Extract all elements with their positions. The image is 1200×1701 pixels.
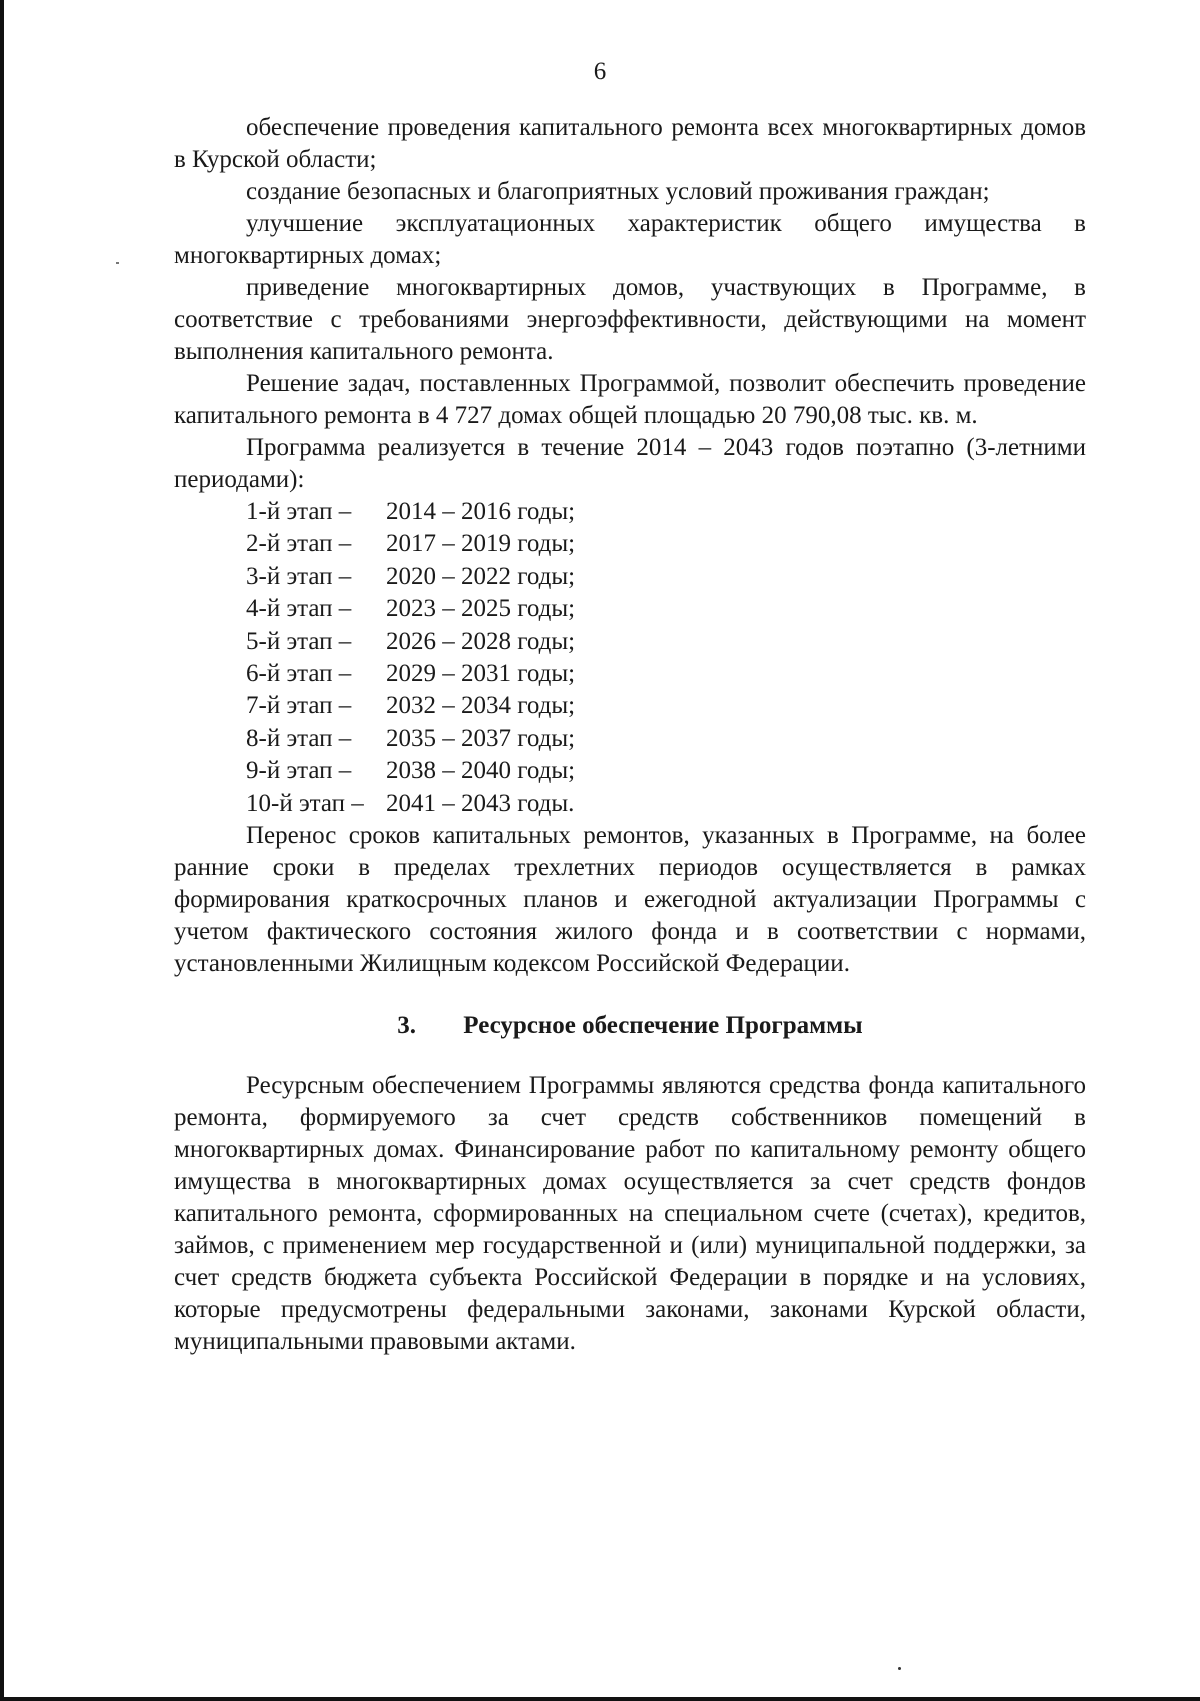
stage-item xyxy=(174,561,1086,593)
stage-label: 10-й этап – xyxy=(246,789,364,817)
stage-years: 2026 – 2028 годы; xyxy=(386,627,576,655)
stage-item xyxy=(174,593,1086,625)
stage-label: 7-й этап – xyxy=(246,692,352,720)
paragraph-goal-3: улучшение эксплуатационных характеристик общего имущества в многоквартирных домах; xyxy=(174,210,1086,269)
stage-item xyxy=(174,723,1086,755)
stage-label: 3-й этап – xyxy=(246,562,352,590)
stages-list xyxy=(174,496,1086,820)
stage-item xyxy=(174,690,1086,722)
stage-item xyxy=(174,496,1086,528)
paragraph-tasks-result: Решение задач, поставленных Программой, позволит обеспечить проведение капитального ремонта в 4 727 домах общей площадью 20 790,08 тыс. кв. м. xyxy=(174,370,1086,429)
page-edge-bottom xyxy=(0,1697,1200,1701)
paragraph-resources: Ресурсным обеспечением Программы являются средства фонда капитального ремонта, формируемого за счет средств собственников помещений в многоквартирных домах. Финансирование работ по капитальному ремонту общего имущества в многоквартирных домах осуществляется за счет средств фондов капитального ремонта, сформированных на специальном счете (счетах), кредитов, займов, с применением мер государственной и (или) муниципальной поддержки, за счет средств бюджета субъекта Российской Федерации в порядке и на условиях, которые предусмотрены федеральными законами, законами Курской области, муниципальными правовыми актами. xyxy=(174,1071,1086,1355)
section-title: Ресурсное обеспечение Программы xyxy=(463,1011,863,1039)
stage-item xyxy=(174,788,1086,820)
paragraph-goal-1: обеспечение проведения капитального ремонта всех многоквартирных домов в Курской области; xyxy=(174,114,1086,173)
stage-years: 2020 – 2022 годы; xyxy=(386,562,576,590)
stage-years: 2023 – 2025 годы; xyxy=(386,595,576,623)
stage-item xyxy=(174,528,1086,560)
section-number: 3. xyxy=(397,1011,417,1039)
paragraph-goal-4: приведение многоквартирных домов, участвующих в Программе, в соответствие с требованиями энергоэффективности, действующими на момент выполнения капитального ремонта. xyxy=(174,274,1086,365)
stage-label: 2-й этап – xyxy=(246,530,352,558)
paragraph-schedule-transfer: Перенос сроков капитальных ремонтов, указанных в Программе, на более ранние сроки в пределах трехлетних периодов осуществляется в рамках формирования краткосрочных планов и ежегодной актуализации Программы с учетом фактического состояния жилого фонда и в соответствии с нормами, установленными Жилищным кодексом Российской Федерации. xyxy=(174,821,1086,977)
stage-years: 2032 – 2034 годы; xyxy=(386,692,576,720)
stage-label: 1-й этап – xyxy=(246,498,352,525)
stage-label: 8-й этап – xyxy=(246,724,352,752)
stage-label: 6-й этап – xyxy=(246,659,352,687)
paragraph-goal-2: создание безопасных и благоприятных условий проживания граждан; xyxy=(246,178,990,205)
stage-label: 5-й этап – xyxy=(246,627,352,655)
stage-years: 2029 – 2031 годы; xyxy=(386,659,576,687)
margin-mark xyxy=(116,262,119,264)
stage-item xyxy=(174,658,1086,690)
stage-years: 2035 – 2037 годы; xyxy=(386,724,576,752)
document-body xyxy=(174,112,1086,1358)
stage-label: 4-й этап – xyxy=(246,595,352,623)
stage-item xyxy=(174,755,1086,787)
stage-years: 2017 – 2019 годы; xyxy=(386,530,576,558)
paragraph-program-period: Программа реализуется в течение 2014 – 2043 годов поэтапно (3-летними периодами): xyxy=(174,434,1086,493)
stage-years: 2041 – 2043 годы. xyxy=(386,789,575,817)
scan-speck xyxy=(898,1667,901,1670)
stage-years: 2014 – 2016 годы; xyxy=(386,498,576,525)
page-edge-left xyxy=(0,0,4,1701)
stage-years: 2038 – 2040 годы; xyxy=(386,757,576,785)
page-number: 6 xyxy=(593,58,607,85)
stage-label: 9-й этап – xyxy=(246,757,352,785)
stage-item xyxy=(174,626,1086,658)
section-heading xyxy=(174,1010,1086,1042)
